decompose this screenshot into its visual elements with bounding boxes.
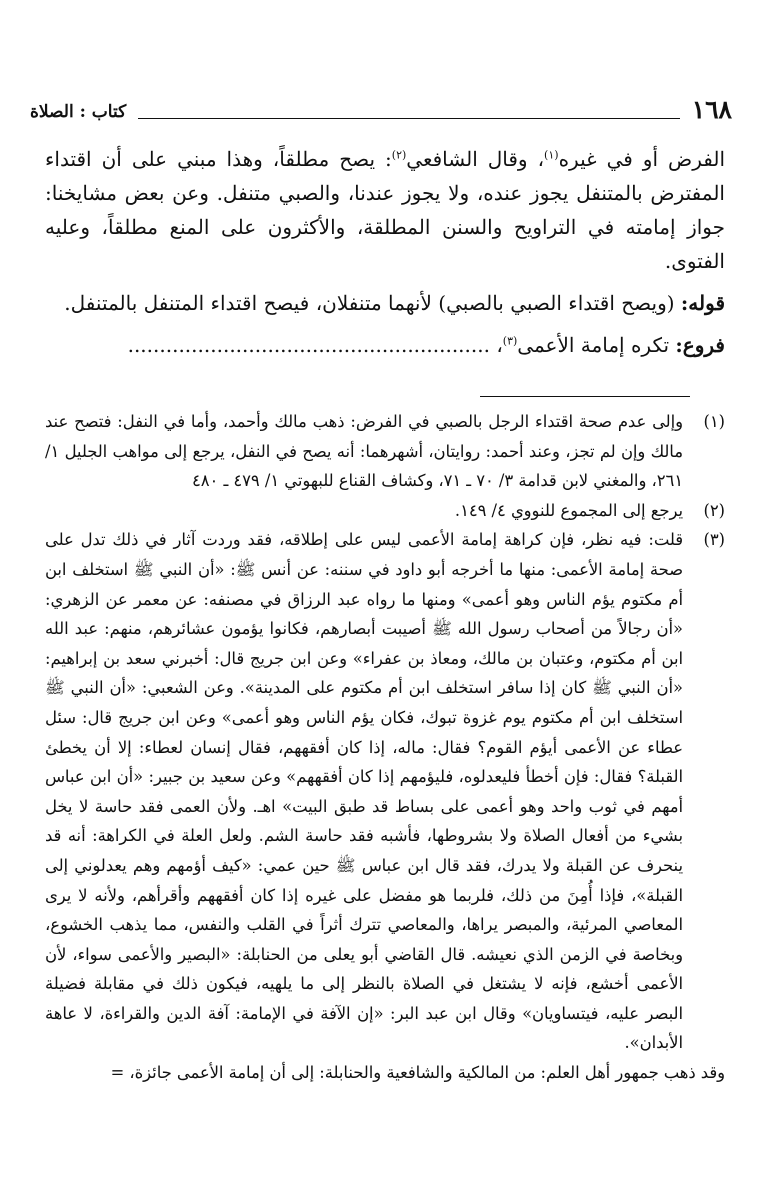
footnote-2 xyxy=(45,496,725,526)
footnote-3 xyxy=(45,525,725,1058)
footnote-ref-2: (٢) xyxy=(391,148,407,162)
paragraph-3 xyxy=(45,328,725,362)
footnote-1 xyxy=(45,407,725,496)
footnote-3-number: (٣) xyxy=(703,530,725,550)
paragraph-3-comma: ، xyxy=(489,333,503,357)
footnote-ref-3: (٣) xyxy=(502,334,518,348)
main-text xyxy=(45,142,725,362)
footnote-1-number: (١) xyxy=(703,412,725,431)
paragraph-3-dots: ......................................................... xyxy=(127,333,490,357)
footnote-3-text: قلت: فيه نظر، فإن كراهة إمامة الأعمى ليس على إطلاقه، فقد وردت آثار في ذلك تدل على صحة إمامة الأعمى: منها ما أخرجه أبو داود في سننه: عن أنس ﷺ: «أن النبي ﷺ استخلف ابن أم مكتوم يؤم الناس وهو أعمى» ومنها ما رواه عبد الرزاق في مصنفه: عن معمر عن الزهري: «أن رجالاً من أصحاب رسول الله ﷺ أصيبت أبصارهم، فكانوا يؤمون عشائرهم، منهم: عبد الله ابن أم مكتوم، وعتبان بن مالك، ومعاذ بن عفراء» وعن ابن جريج قال: أخبرني سعد بن إبراهيم: «أن النبي ﷺ كان إذا سافر استخلف ابن أم مكتوم على المدينة». وعن الشعبي: «أن النبي ﷺ استخلف ابن أم مكتوم يوم غزوة تبوك، فكان يؤم الناس وهو أعمى» وعن ابن جريج قال: سئل عطاء عن الأعمى أيؤم القوم؟ فقال: ماله، إذا كان أفقههم، فقال إنسان لعطاء: إلا أن يخطئ القبلة؟ فقال: فإن أخطأ فليعدلوه، فليؤمهم إذا كان أفقههم» وعن سعيد بن جبير: «أن ابن عباس أمهم في ثوب واحد وهو أعمى على بساط قد طبق البيت» اهـ. ولأن العمى فقد حاسة لا يخل بشيء من أفعال الصلاة ولا بشروطها، فأشبه فقد حاسة الشم. ولعل العلة في الكراهة: أنه قد ينحرف عن القبلة ولا يدرك، فقد قال ابن عباس ﷺ حين عمي: «كيف أؤمهم وهم يعدلوني إلى القبلة»، فإذا أُمِنَ من ذلك، فلربما هو مفضل على غيره إذا كان أفقههم وأقرأهم، ولأنه لا يرى المعاصي المرئية، والمبصر يراها، والمعاصي تترك أثراً في القلب والنفس، مما يذهب الخشوع، وبخاصة في الزمن الذي نعيشه. قال القاضي أبو يعلى من الحنابلة: «البصير والأعمى سواء، لأن الأعمى أخشع، فإنه لا يشتغل في الصلاة بالنظر إلى ما يلهيه، فيكون ذلك في مقابلة فضيلة البصر عليه، فيتساويان» وقال ابن عبد البر: «إن الآفة في الإمامة: آفة الدين والقراءة، لا عاهة الأبدان». xyxy=(45,530,683,1053)
paragraph-1-part-3: : يصح مطلقاً، وهذا مبني على أن اقتداء المفترض بالمتنفل يجوز عنده، ولا يجوز عندنا، والصبي متنفل. وعن بعض مشايخنا: جواز إمامته في التراويح والسنن المطلقة، والأكثرون على المنع مطلقاً، وعليه الفتوى. xyxy=(45,147,725,273)
paragraph-3-text: تكره إمامة الأعمى xyxy=(517,333,676,357)
paragraph-1-part-2: ، وقال الشافعي xyxy=(406,147,545,171)
page-number: ١٦٨ xyxy=(691,95,732,124)
paragraph-3-lead: فروع: xyxy=(675,333,725,357)
paragraph-1 xyxy=(45,142,725,278)
paragraph-2 xyxy=(45,286,725,320)
footnote-3-continuation: وقد ذهب جمهور أهل العلم: من المالكية والشافعية والحنابلة: إلى أن إمامة الأعمى جائزة، = xyxy=(110,1063,725,1083)
footnote-2-text: يرجع إلى المجموع للنووي ٤/ ١٤٩. xyxy=(454,500,683,520)
paragraph-1-part-1: الفرض أو في غيره xyxy=(558,147,725,171)
paragraph-2-lead: قوله: xyxy=(680,291,725,315)
footnotes xyxy=(45,407,725,1088)
footnote-ref-1: (١) xyxy=(544,148,559,162)
chapter-title: كتاب : الصلاة xyxy=(30,102,127,122)
page-header xyxy=(30,93,732,123)
header-rule xyxy=(138,118,679,119)
paragraph-2-text: (ويصح اقتداء الصبي بالصبي) لأنهما متنفلان، فيصح اقتداء المتنفل بالمتنفل. xyxy=(64,291,681,315)
footnote-separator xyxy=(480,396,690,397)
footnote-2-number: (٢) xyxy=(703,500,725,520)
footnote-1-text: وإلى عدم صحة اقتداء الرجل بالصبي في الفرض: ذهب مالك وأحمد، وأما في النفل: فتصح عند مالك وإن لم تجز، وعند أحمد: روايتان، أشهرهما: أنه يصح في النفل، يرجع إلى مواهب الجليل ١/ ٢٦١، والمغني لابن قدامة ٣/ ٧٠ ـ ٧١، وكشاف القناع للبهوتي ١/ ٤٧٩ ـ ٤٨٠ xyxy=(45,412,683,491)
